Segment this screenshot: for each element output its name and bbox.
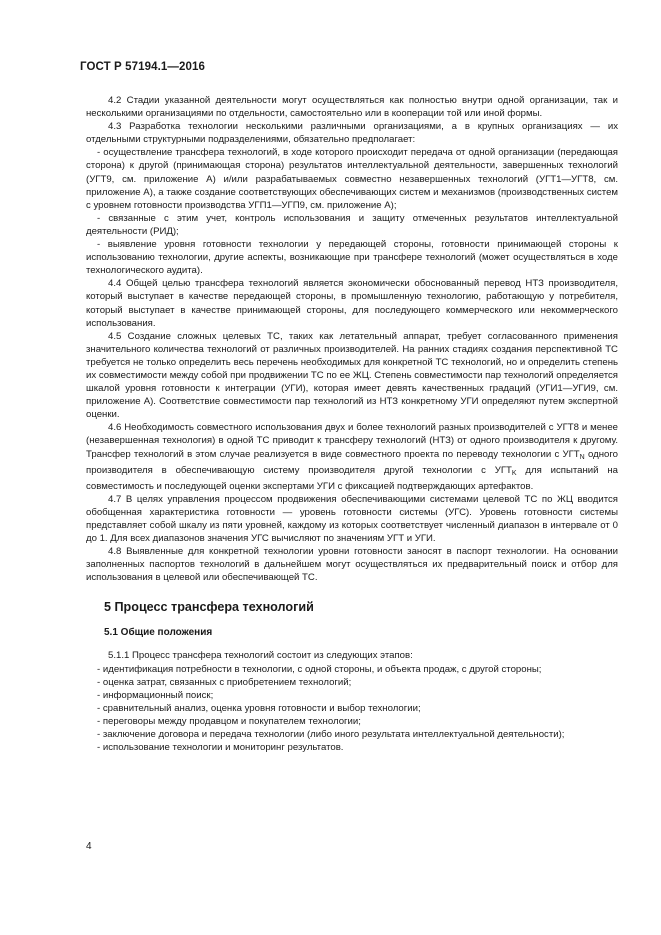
list-item: - связанные с этим учет, контроль использования и защиту отмеченных результатов интеллектуальной деятельности (РИД); (86, 212, 618, 237)
paragraph-4-4: 4.4 Общей целью трансфера технологий является экономически обоснованный перевод НТЗ производителя, который выступает в качестве передающей стороны, в промышленную технологию, работающую у потребителя, который выступает в качестве принимающей стороны, для последующего коммерческого или некоммерческого использования. (86, 278, 618, 329)
list-item: - информационный поиск; (97, 689, 214, 701)
paragraph-4-5: 4.5 Создание сложных целевых ТС, таких как летательный аппарат, требует согласованного применения значительного количества технологий от различных производителей. На ранних стадиях создания перспективной ТС требуется не только определить весь перечень необходимых для конкретной ТС технологий, но и определить степень их совместимости между собой при продвижении ТС по ее ЖЦ. Степень совместимости пар технологий определяется шкалой уровня готовности к интеграции (УГИ), которая имеет девять качественных градаций (УГИ1—УГИ9, см. приложение А). Соответствие совместимости пар технологий из НТЗ конкретному УГИ определяют путем экспертной оценки. (86, 330, 618, 421)
paragraph-4-2: 4.2 Стадии указанной деятельности могут осуществляться как полностью внутри одной организации, так и несколькими организациями по отдельности, самостоятельно или в кооперации той или иной формы. (86, 95, 618, 120)
paragraph-4-6-start: 4.6 Необходимость совместного использования двух и более технологий разных производителей с УГТ8 и менее (незавершенная технология) в одной ТС приводит к трансферу технологий (НТЗ) от одного производителя к другому. Трансфер технологий в этом случае реализуется в виде совместного проекта по переводу технологии с УГТ (86, 422, 618, 460)
section-heading: 5 Процесс трансфера технологий (104, 600, 314, 615)
paragraph-4-6-mid: одного производителя в обеспечивающую систему производителя другой технологии с УГТ (86, 448, 618, 476)
paragraph-5-1-1: 5.1.1 Процесс трансфера технологий состоит из следующих этапов: (108, 650, 413, 662)
paragraph-4-6-end: для испытаний на совместимость и последующей оценки экспертами УГИ с фиксацией подтверждающих артефактов. (86, 464, 618, 492)
paragraph-4-7: 4.7 В целях управления процессом продвижения обеспечивающими системами целевой ТС по ЖЦ вводится обобщенная характеристика готовности — уровень готовности системы (УГС). Уровень готовности системы представляет собой шкалу из пяти уровней, каждому из которых соответствует численный диапазон в интервале от 0 до 1. Для всех диапазонов значения УГС вычисляют по значениям УГТ и УГИ. (86, 493, 618, 545)
list-item: - переговоры между продавцом и покупателем технологии; (97, 715, 361, 727)
page-number: 4 (86, 841, 92, 852)
list-item: - сравнительный анализ, оценка уровня готовности и выбор технологии; (97, 702, 421, 714)
document-body (86, 94, 618, 754)
subscript-k: K (511, 469, 517, 477)
document-header: ГОСТ Р 57194.1—2016 (80, 61, 205, 73)
subscript-n: N (579, 453, 585, 461)
subsection-heading: 5.1 Общие положения (104, 627, 213, 639)
list-item: - осуществление трансфера технологий, в ходе которого происходит передача от одной организации (передающая сторона) к другой (принимающая сторона) результатов интеллектуальной деятельности, завершенных технологий (УГТ9, см. приложение А) и/или разрабатываемых совместно незавершенных технологий (УГТ1—УГТ8, см. приложение А), а также создание соответствующих обеспечивающих систем и механизмов (производственных систем с уровнем готовности производства УГП1—УГП9, см. приложение А); (86, 147, 618, 211)
paragraph-4-8: 4.8 Выявленные для конкретной технологии уровни готовности заносят в паспорт технологии. На основании заполненных паспортов технологий в дальнейшем могут осуществляться их предварительный поиск и отбор для использования в целевой или обеспечивающей ТС. (86, 546, 618, 584)
paragraph-4-3: 4.3 Разработка технологии несколькими различными организациями, а в крупных организациях — их отдельными структурными подразделениями, обязательно предполагает: (86, 121, 618, 146)
list-item: - оценка затрат, связанных с приобретением технологий; (97, 676, 352, 688)
list-item: - использование технологии и мониторинг результатов. (97, 742, 344, 754)
list-item: - выявление уровня готовности технологии у передающей стороны, готовности принимающей стороны к использованию технологии, другие аспекты, возникающие при трансфере технологий (может осуществляться в ходе технологического аудита). (86, 239, 618, 277)
list-item: - идентификация потребности в технологии, с одной стороны, и объекта продаж, с другой стороны; (97, 663, 542, 675)
list-item: - заключение договора и передача технологии (либо иного результата интеллектуальной деятельности); (97, 729, 565, 741)
paragraph-4-6 (86, 421, 618, 492)
